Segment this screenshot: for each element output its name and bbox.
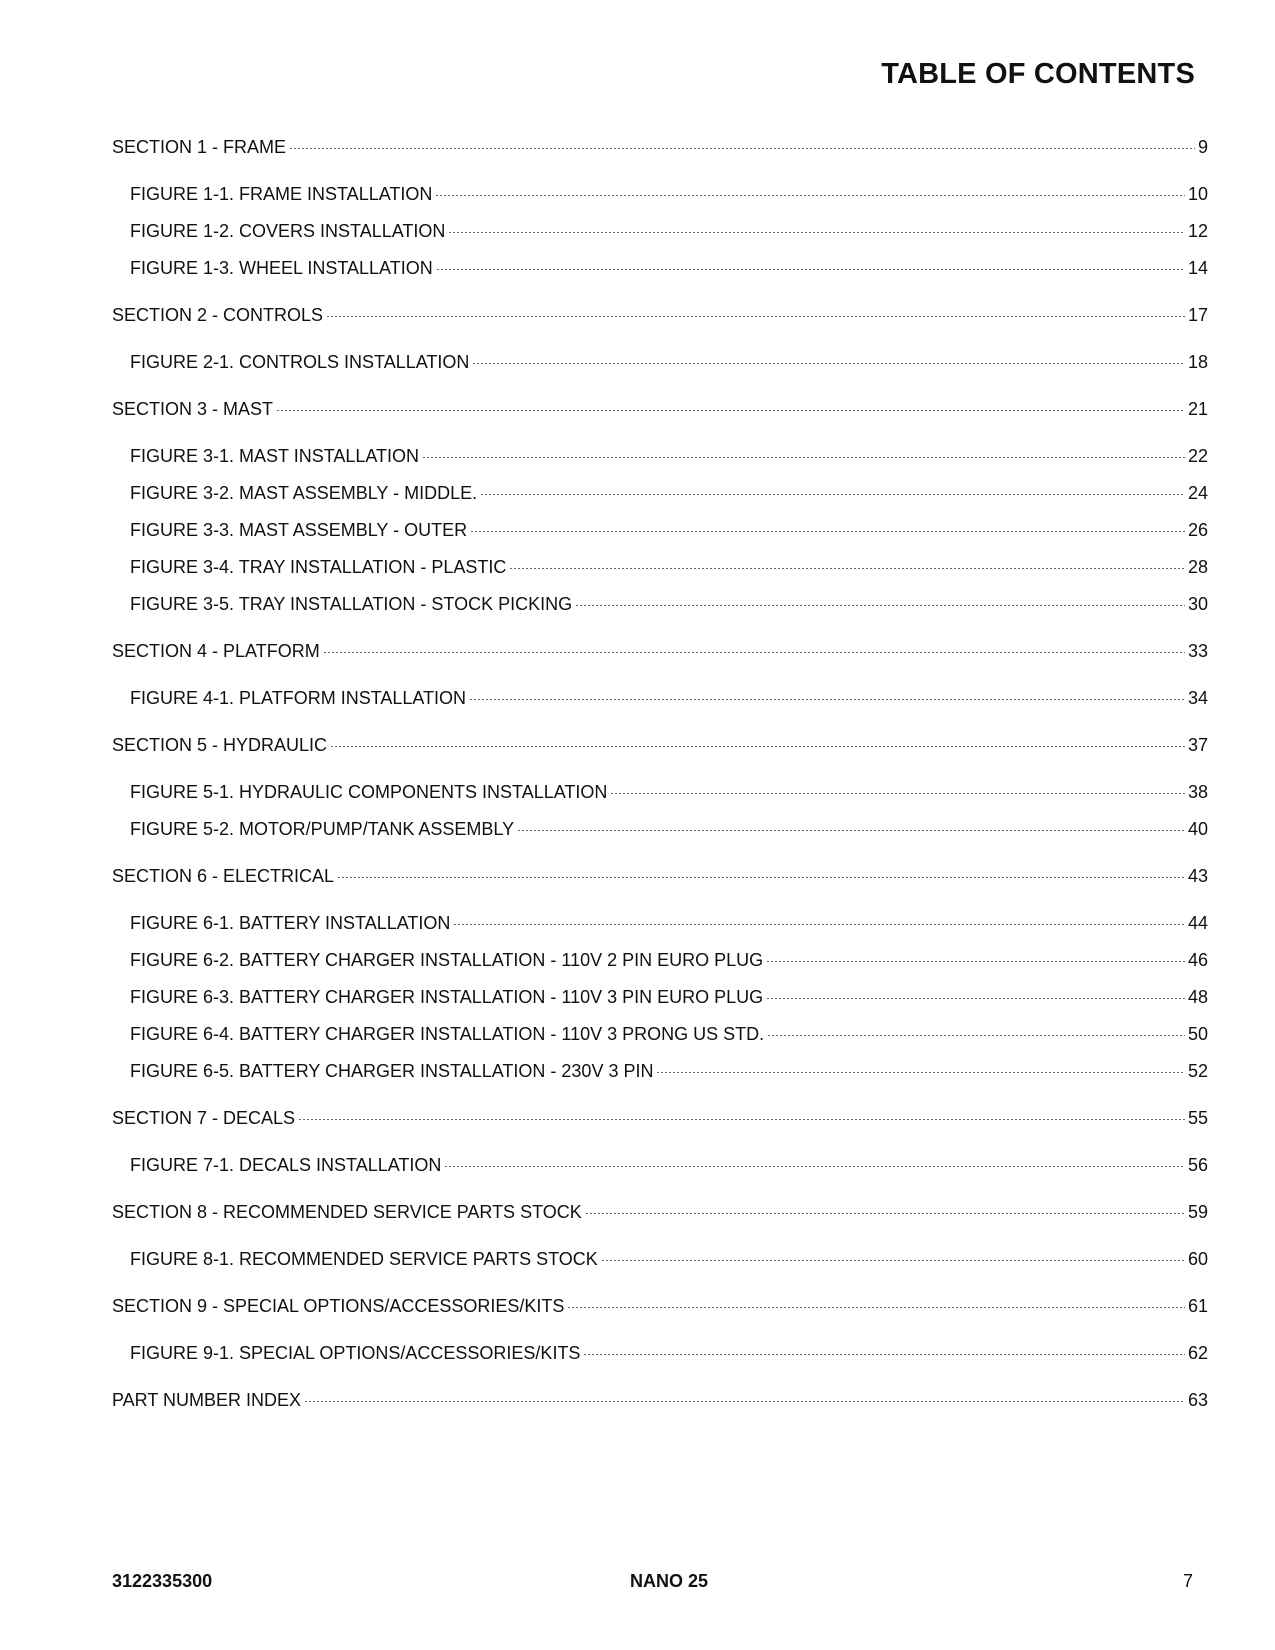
toc-entry-page: 52 [1187,1061,1208,1081]
toc-dot-leader [330,729,1185,751]
toc-entry-page: 24 [1187,483,1208,503]
toc-dot-leader [448,215,1185,237]
footer-model-name: NANO 25 [630,1571,709,1591]
toc-figure-entry[interactable] [112,588,1208,615]
toc-dot-leader [656,1055,1185,1077]
toc-section-entry[interactable] [112,1196,1208,1223]
toc-entry-label: FIGURE 8-1. RECOMMENDED SERVICE PARTS STOCK [130,1249,598,1269]
toc-dot-leader [567,1290,1185,1312]
toc-section-entry[interactable] [112,131,1208,158]
toc-figure-entry[interactable] [112,1243,1208,1270]
toc-entry-label: SECTION 9 - SPECIAL OPTIONS/ACCESSORIES/KITS [112,1296,565,1316]
toc-dot-leader [444,1149,1185,1171]
toc-section-entry[interactable] [112,860,1208,887]
toc-entry-page: 59 [1187,1202,1208,1222]
toc-entry-page: 44 [1187,913,1208,933]
toc-entry-label: SECTION 4 - PLATFORM [112,641,320,661]
toc-figure-entry[interactable] [112,178,1208,205]
toc-entry-page: 17 [1187,305,1208,325]
toc-entry-page: 9 [1197,137,1208,157]
toc-entry-page: 30 [1187,594,1208,614]
toc-dot-leader [289,131,1195,153]
toc-dot-leader [766,944,1185,966]
toc-section-entry[interactable] [112,635,1208,662]
toc-entry-page: 38 [1187,782,1208,802]
toc-figure-entry[interactable] [112,682,1208,709]
toc-dot-leader [337,860,1185,882]
toc-entry-label: SECTION 5 - HYDRAULIC [112,735,328,755]
toc-entry-label: FIGURE 6-5. BATTERY CHARGER INSTALLATION - 230V 3 PIN [130,1061,654,1081]
toc-entry-label: FIGURE 3-5. TRAY INSTALLATION - STOCK PICKING [130,594,573,614]
toc-dot-leader [470,514,1185,536]
toc-figure-entry[interactable] [112,346,1208,373]
toc-entry-page: 48 [1187,987,1208,1007]
toc-dot-leader [601,1243,1185,1265]
toc-entry-label: FIGURE 9-1. SPECIAL OPTIONS/ACCESSORIES/KITS [130,1343,581,1363]
toc-entry-label: FIGURE 6-4. BATTERY CHARGER INSTALLATION - 110V 3 PRONG US STD. [130,1024,765,1044]
toc-entry-page: 18 [1187,352,1208,372]
toc-dot-leader [276,393,1185,415]
toc-section-entry[interactable] [112,299,1208,326]
toc-entry-label: FIGURE 7-1. DECALS INSTALLATION [130,1155,442,1175]
toc-figure-entry[interactable] [112,440,1208,467]
toc-figure-entry[interactable] [112,813,1208,840]
toc-dot-leader [453,907,1185,929]
toc-entry-page: 22 [1187,446,1208,466]
toc-dot-leader [326,299,1185,321]
toc-figure-entry[interactable] [112,1055,1208,1082]
toc-dot-leader [610,776,1185,798]
toc-dot-leader [509,551,1185,573]
toc-dot-leader [436,252,1185,274]
toc-figure-entry[interactable] [112,477,1208,504]
toc-dot-leader [469,682,1185,704]
table-of-contents [112,131,1208,1411]
toc-section-entry[interactable] [112,393,1208,420]
toc-entry-label: FIGURE 3-4. TRAY INSTALLATION - PLASTIC [130,557,507,577]
toc-entry-page: 43 [1187,866,1208,886]
toc-entry-label: FIGURE 5-2. MOTOR/PUMP/TANK ASSEMBLY [130,819,515,839]
toc-entry-label: FIGURE 5-1. HYDRAULIC COMPONENTS INSTALLATION [130,782,608,802]
toc-entry-page: 28 [1187,557,1208,577]
toc-entry-label: FIGURE 1-2. COVERS INSTALLATION [130,221,446,241]
toc-figure-entry[interactable] [112,252,1208,279]
toc-entry-label: SECTION 3 - MAST [112,399,274,419]
toc-dot-leader [583,1337,1185,1359]
toc-entry-page: 14 [1187,258,1208,278]
toc-dot-leader [422,440,1185,462]
toc-entry-page: 21 [1187,399,1208,419]
toc-entry-label: FIGURE 6-3. BATTERY CHARGER INSTALLATION - 110V 3 PIN EURO PLUG [130,987,764,1007]
toc-entry-page: 12 [1187,221,1208,241]
toc-section-entry[interactable] [112,1102,1208,1129]
toc-entry-label: PART NUMBER INDEX [112,1390,302,1410]
toc-section-entry[interactable] [112,1290,1208,1317]
toc-entry-label: FIGURE 1-1. FRAME INSTALLATION [130,184,433,204]
toc-entry-label: FIGURE 3-1. MAST INSTALLATION [130,446,420,466]
toc-figure-entry[interactable] [112,944,1208,971]
toc-dot-leader [585,1196,1185,1218]
toc-figure-entry[interactable] [112,514,1208,541]
footer-document-number: 3122335300 [112,1571,213,1591]
toc-entry-label: SECTION 1 - FRAME [112,137,287,157]
toc-entry-label: SECTION 8 - RECOMMENDED SERVICE PARTS STOCK [112,1202,582,1222]
toc-entry-page: 10 [1187,184,1208,204]
toc-entry-label: SECTION 2 - CONTROLS [112,305,324,325]
toc-entry-label: FIGURE 3-3. MAST ASSEMBLY - OUTER [130,520,468,540]
toc-entry-label: SECTION 7 - DECALS [112,1108,296,1128]
toc-entry-label: FIGURE 4-1. PLATFORM INSTALLATION [130,688,467,708]
toc-entry-page: 60 [1187,1249,1208,1269]
toc-entry-label: FIGURE 1-3. WHEEL INSTALLATION [130,258,433,278]
toc-entry-page: 62 [1187,1343,1208,1363]
footer-page-number: 7 [1182,1571,1193,1591]
toc-section-entry[interactable] [112,729,1208,756]
toc-dot-leader [480,477,1185,499]
toc-entry-page: 40 [1187,819,1208,839]
toc-entry-label: FIGURE 6-1. BATTERY INSTALLATION [130,913,451,933]
toc-figure-entry[interactable] [112,551,1208,578]
toc-figure-entry[interactable] [112,1018,1208,1045]
toc-entry-page: 26 [1187,520,1208,540]
toc-figure-entry[interactable] [112,215,1208,242]
toc-dot-leader [766,981,1185,1003]
toc-dot-leader [435,178,1185,200]
toc-dot-leader [472,346,1185,368]
toc-entry-page: 34 [1187,688,1208,708]
toc-entry-page: 50 [1187,1024,1208,1044]
toc-figure-entry[interactable] [112,1149,1208,1176]
toc-dot-leader [767,1018,1185,1040]
toc-dot-leader [575,588,1185,610]
page-title: TABLE OF CONTENTS [881,58,1195,90]
toc-entry-label: SECTION 6 - ELECTRICAL [112,866,335,886]
toc-dot-leader [298,1102,1185,1124]
toc-figure-entry[interactable] [112,981,1208,1008]
toc-entry-page: 46 [1187,950,1208,970]
toc-figure-entry[interactable] [112,776,1208,803]
toc-entry-page: 56 [1187,1155,1208,1175]
toc-entry-page: 33 [1187,641,1208,661]
toc-entry-page: 61 [1187,1296,1208,1316]
toc-entry-label: FIGURE 6-2. BATTERY CHARGER INSTALLATION - 110V 2 PIN EURO PLUG [130,950,764,970]
toc-entry-label: FIGURE 3-2. MAST ASSEMBLY - MIDDLE. [130,483,478,503]
toc-dot-leader [304,1384,1185,1406]
toc-section-entry[interactable] [112,1384,1208,1411]
toc-entry-page: 63 [1187,1390,1208,1410]
toc-figure-entry[interactable] [112,907,1208,934]
toc-entry-page: 55 [1187,1108,1208,1128]
toc-dot-leader [323,635,1185,657]
toc-figure-entry[interactable] [112,1337,1208,1364]
toc-entry-page: 37 [1187,735,1208,755]
toc-entry-label: FIGURE 2-1. CONTROLS INSTALLATION [130,352,470,372]
toc-dot-leader [517,813,1185,835]
